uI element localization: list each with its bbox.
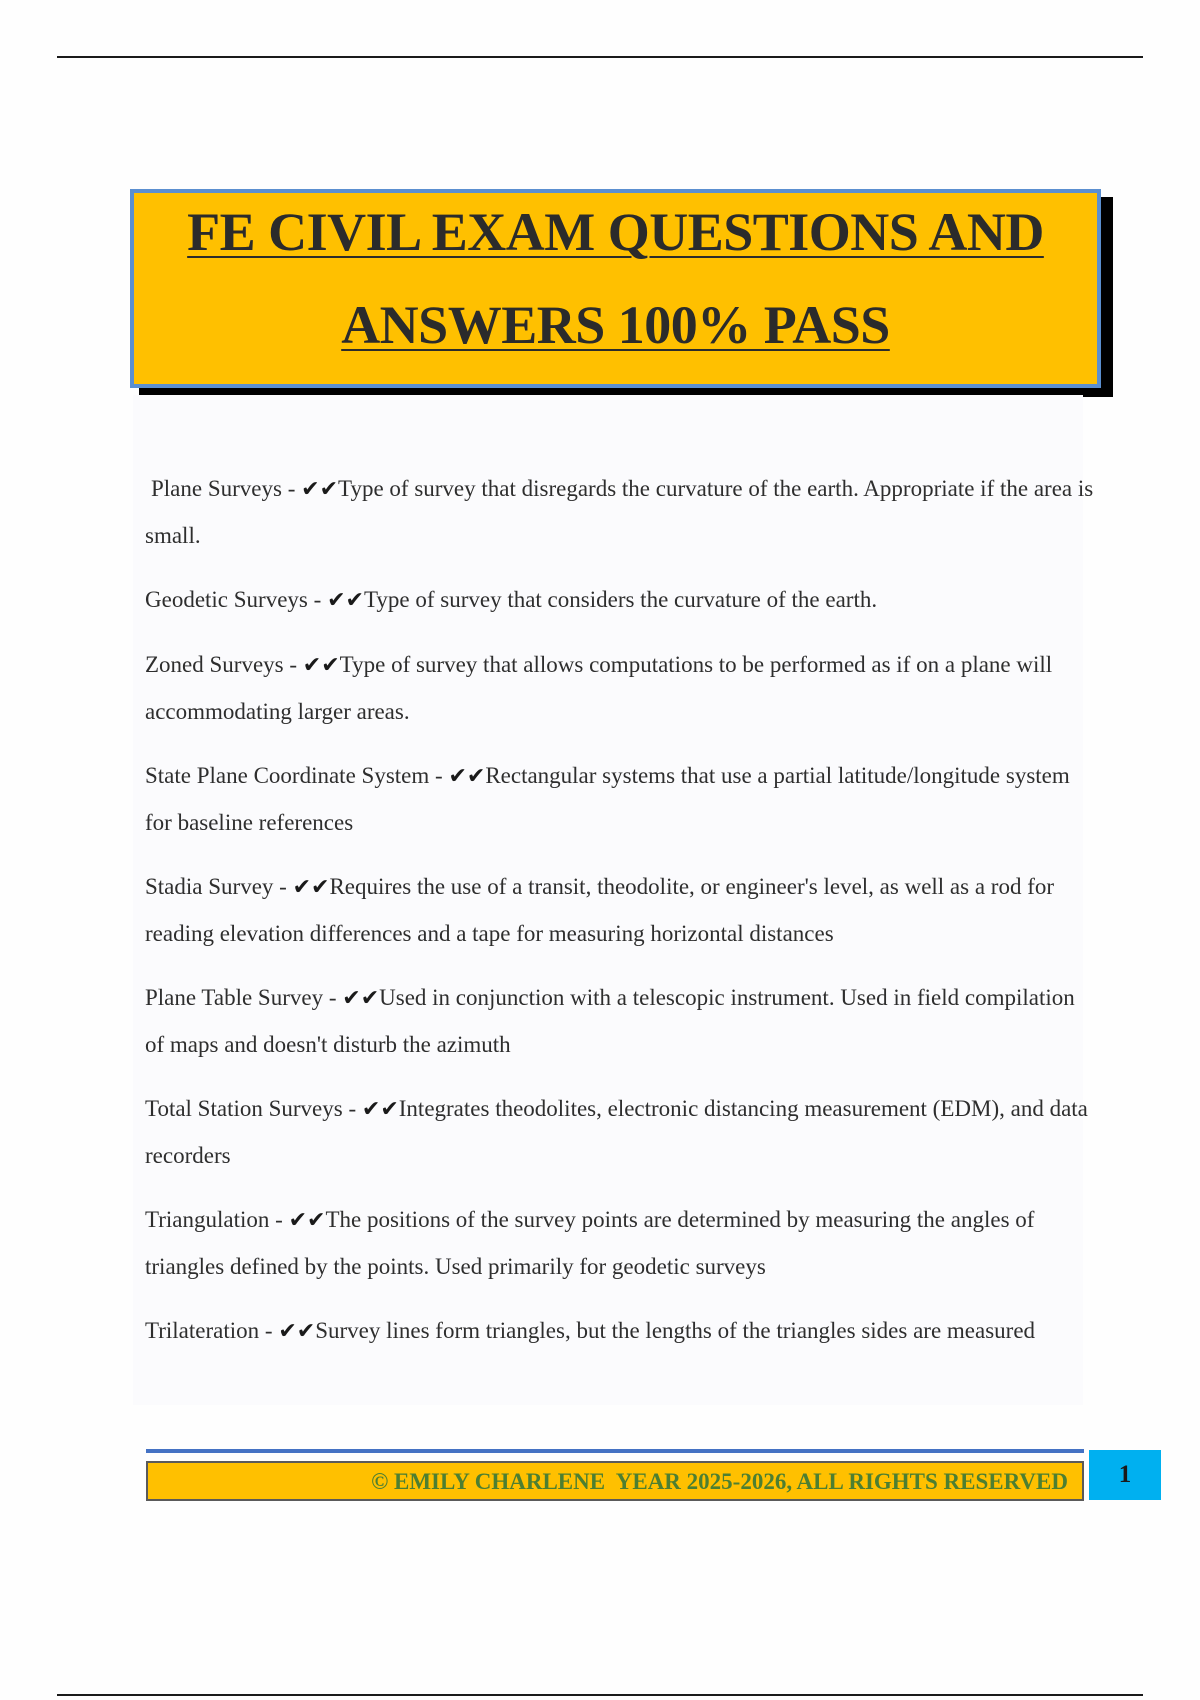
- qa-separator: -: [307, 587, 328, 612]
- qa-separator: -: [281, 476, 302, 501]
- title-banner: [130, 189, 1101, 388]
- qa-definition: Type of survey that allows computations to be performed as if on a plane will accommodating larger areas.: [145, 652, 1053, 724]
- qa-separator: -: [273, 874, 293, 899]
- qa-term: State Plane Coordinate System: [145, 763, 430, 788]
- bottom-rule: [57, 1694, 1143, 1696]
- qa-term: Triangulation: [145, 1207, 270, 1232]
- qa-term: Stadia Survey: [145, 874, 274, 899]
- qa-item: [145, 466, 1095, 559]
- qa-item: [145, 642, 1095, 735]
- qa-definition: Integrates theodolites, electronic distancing measurement (EDM), and data recorders: [145, 1096, 1088, 1168]
- copyright-text: © EMILY CHARLENE YEAR 2025-2026, ALL RIGHTS RESERVED: [371, 1469, 1068, 1494]
- qa-term: Trilateration: [145, 1318, 260, 1343]
- qa-definition: Survey lines form triangles, but the lengths of the triangles sides are measured: [315, 1318, 1036, 1343]
- qa-separator: -: [323, 985, 343, 1010]
- double-check-icon: ✔✔: [301, 477, 339, 502]
- qa-item: [145, 1086, 1095, 1179]
- qa-item: [145, 975, 1095, 1068]
- qa-item: [145, 753, 1095, 846]
- qa-separator: -: [259, 1318, 279, 1343]
- qa-definition: The positions of the survey points are determined by measuring the angles of triangles defined by the points. Used primarily for geodetic surveys: [145, 1207, 1035, 1279]
- double-check-icon: ✔✔: [288, 1208, 326, 1233]
- qa-term: Geodetic Surveys: [145, 587, 308, 612]
- qa-separator: -: [429, 763, 449, 788]
- qa-item: [145, 1197, 1095, 1290]
- qa-definition: Requires the use of a transit, theodolite, or engineer's level, as well as a rod for reading elevation differences and a tape for measuring horizontal distances: [145, 874, 1055, 946]
- qa-item: [145, 864, 1095, 957]
- qa-definition: Type of survey that disregards the curvature of the earth. Appropriate if the area is small.: [145, 476, 1094, 548]
- qa-list: [145, 466, 1095, 1373]
- footer-rule: [146, 1449, 1084, 1453]
- double-check-icon: ✔✔: [292, 875, 330, 900]
- qa-term: Plane Surveys: [151, 476, 282, 501]
- qa-definition: Type of survey that considers the curvature of the earth.: [363, 587, 878, 612]
- double-check-icon: ✔✔: [361, 1097, 399, 1122]
- qa-separator: -: [283, 652, 303, 677]
- double-check-icon: ✔✔: [448, 764, 486, 789]
- page-number-badge: [1089, 1450, 1161, 1500]
- double-check-icon: ✔✔: [302, 653, 340, 678]
- qa-definition: Rectangular systems that use a partial latitude/longitude system for baseline references: [145, 763, 1070, 835]
- qa-separator: -: [269, 1207, 289, 1232]
- qa-term: Total Station Surveys: [145, 1096, 343, 1121]
- qa-item: [145, 577, 1095, 624]
- top-rule: [57, 56, 1143, 58]
- qa-definition: Used in conjunction with a telescopic instrument. Used in field compilation of maps and doesn't disturb the azimuth: [145, 985, 1075, 1057]
- qa-term: Plane Table Survey: [145, 985, 324, 1010]
- title-line-1: FE CIVIL EXAM QUESTIONS AND: [187, 202, 1044, 262]
- page-number: 1: [1118, 1461, 1132, 1488]
- double-check-icon: ✔✔: [278, 1319, 316, 1344]
- title-line-2: ANSWERS 100% PASS: [341, 295, 890, 355]
- qa-term: Zoned Surveys: [145, 652, 284, 677]
- qa-separator: -: [342, 1096, 362, 1121]
- footer-banner: [146, 1461, 1084, 1501]
- double-check-icon: ✔✔: [327, 588, 364, 613]
- qa-item: [145, 1308, 1095, 1355]
- double-check-icon: ✔✔: [342, 986, 380, 1011]
